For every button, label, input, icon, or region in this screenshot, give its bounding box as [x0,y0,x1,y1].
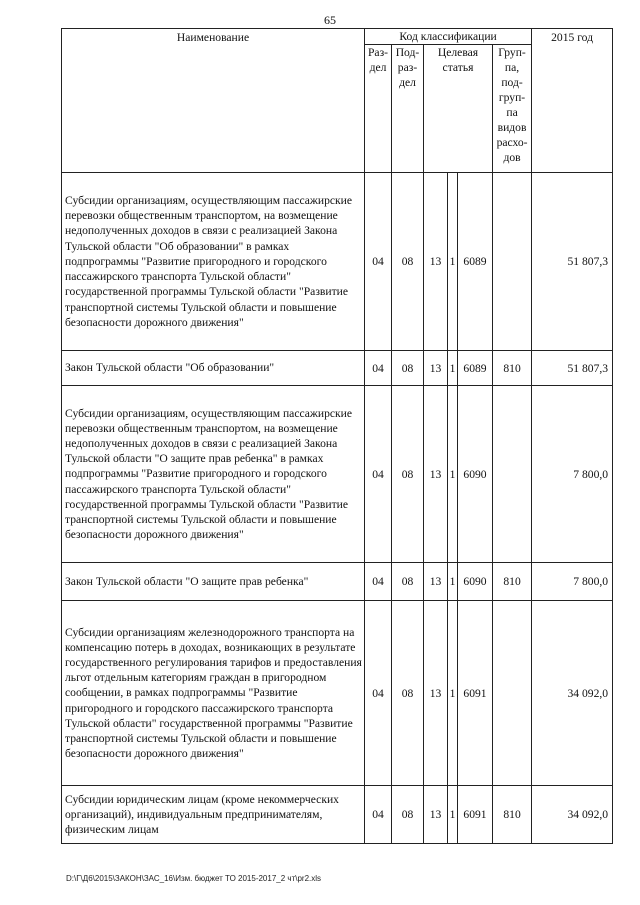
table-row [62,386,613,563]
row-subsection: 08 [392,386,424,563]
table-header [62,29,613,173]
header-expense-group: Груп- па, под- груп- па видов расхо- дов [493,45,532,173]
row-section: 04 [365,786,392,844]
row-name: Субсидии организациям, осуществляющим пассажирские перевозки общественным транспортом, на возмещение недополученных доходов в связи с реализацией Закона Тульской области "О защите прав ребенка" в рамках подпрограммы "Развитие пригородного и городского пассажирского транспорта Тульской области" государственной программы Тульской области "Развитие транспортной системы Тульской области и повышение безопасности дорожного движения" [62,386,365,563]
row-expense-group: 810 [493,786,532,844]
row-section: 04 [365,351,392,386]
row-target-subprogram: 1 [448,386,458,563]
table-row [62,563,613,601]
row-target-program: 13 [424,786,448,844]
row-subsection: 08 [392,601,424,786]
header-section: Раз- дел [365,45,392,173]
header-target-article: Целевая статья [424,45,493,173]
row-subsection: 08 [392,173,424,351]
row-subsection: 08 [392,563,424,601]
row-name: Закон Тульской области "Об образовании" [62,351,365,386]
row-target-subprogram: 1 [448,563,458,601]
table-row [62,601,613,786]
page-number: 65 [324,13,336,27]
row-target-program: 13 [424,601,448,786]
row-target-program: 13 [424,173,448,351]
row-expense-group: 810 [493,563,532,601]
row-name: Субсидии организациям, осуществляющим пассажирские перевозки общественным транспортом, на возмещение недополученных доходов в связи с реализацией Закона Тульской области "Об образовании" в рамках подпрограммы "Развитие пригородного и городского пассажирского транспорта Тульской области" государственной программы Тульской области "Развитие транспортной системы Тульской области и повышение безопасности дорожного движения" [62,173,365,351]
row-amount: 34 092,0 [532,786,613,844]
row-name: Субсидии организациям железнодорожного транспорта на компенсацию потерь в доходах, возникающих в результате государственного регулирования тарифов и предоставления льгот отдельным категориям граждан в пригородном сообщении, в рамках подпрограммы "Развитие пригородного и городского пассажирского транспорта Тульской области" государственной программы "Развитие транспортной системы Тульской области и повышение безопасности дорожного движения" [62,601,365,786]
row-section: 04 [365,173,392,351]
row-expense-group [493,173,532,351]
row-expense-group [493,386,532,563]
row-expense-group [493,601,532,786]
row-target-code: 6091 [458,601,493,786]
row-target-code: 6089 [458,173,493,351]
header-subsection: Под- раз- дел [392,45,424,173]
row-target-subprogram: 1 [448,601,458,786]
footer-file-path: D:\Г\Д6\2015\ЗАКОН\ЗАС_16\Изм. бюджет ТО 2015-2017_2 чт\pr2.xls [66,874,322,883]
row-amount: 7 800,0 [532,563,613,601]
row-target-subprogram: 1 [448,173,458,351]
table-row [62,173,613,351]
row-target-code: 6091 [458,786,493,844]
row-amount: 7 800,0 [532,386,613,563]
header-year: 2015 год [532,29,613,173]
row-target-program: 13 [424,563,448,601]
row-target-program: 13 [424,351,448,386]
row-name: Субсидии юридическим лицам (кроме некоммерческих организаций), индивидуальным предпринимателям, физическим лицам [62,786,365,844]
row-target-subprogram: 1 [448,786,458,844]
row-amount: 34 092,0 [532,601,613,786]
header-classification: Код классификации [365,29,532,45]
table-row [62,351,613,386]
budget-table [61,28,613,844]
row-section: 04 [365,386,392,563]
row-name: Закон Тульской области "О защите прав ребенка" [62,563,365,601]
row-target-code: 6090 [458,386,493,563]
row-subsection: 08 [392,351,424,386]
row-target-program: 13 [424,386,448,563]
row-target-subprogram: 1 [448,351,458,386]
row-target-code: 6090 [458,563,493,601]
row-expense-group: 810 [493,351,532,386]
row-target-code: 6089 [458,351,493,386]
row-subsection: 08 [392,786,424,844]
row-amount: 51 807,3 [532,173,613,351]
row-amount: 51 807,3 [532,351,613,386]
row-section: 04 [365,601,392,786]
table-row [62,786,613,844]
header-name: Наименование [62,29,365,173]
row-section: 04 [365,563,392,601]
